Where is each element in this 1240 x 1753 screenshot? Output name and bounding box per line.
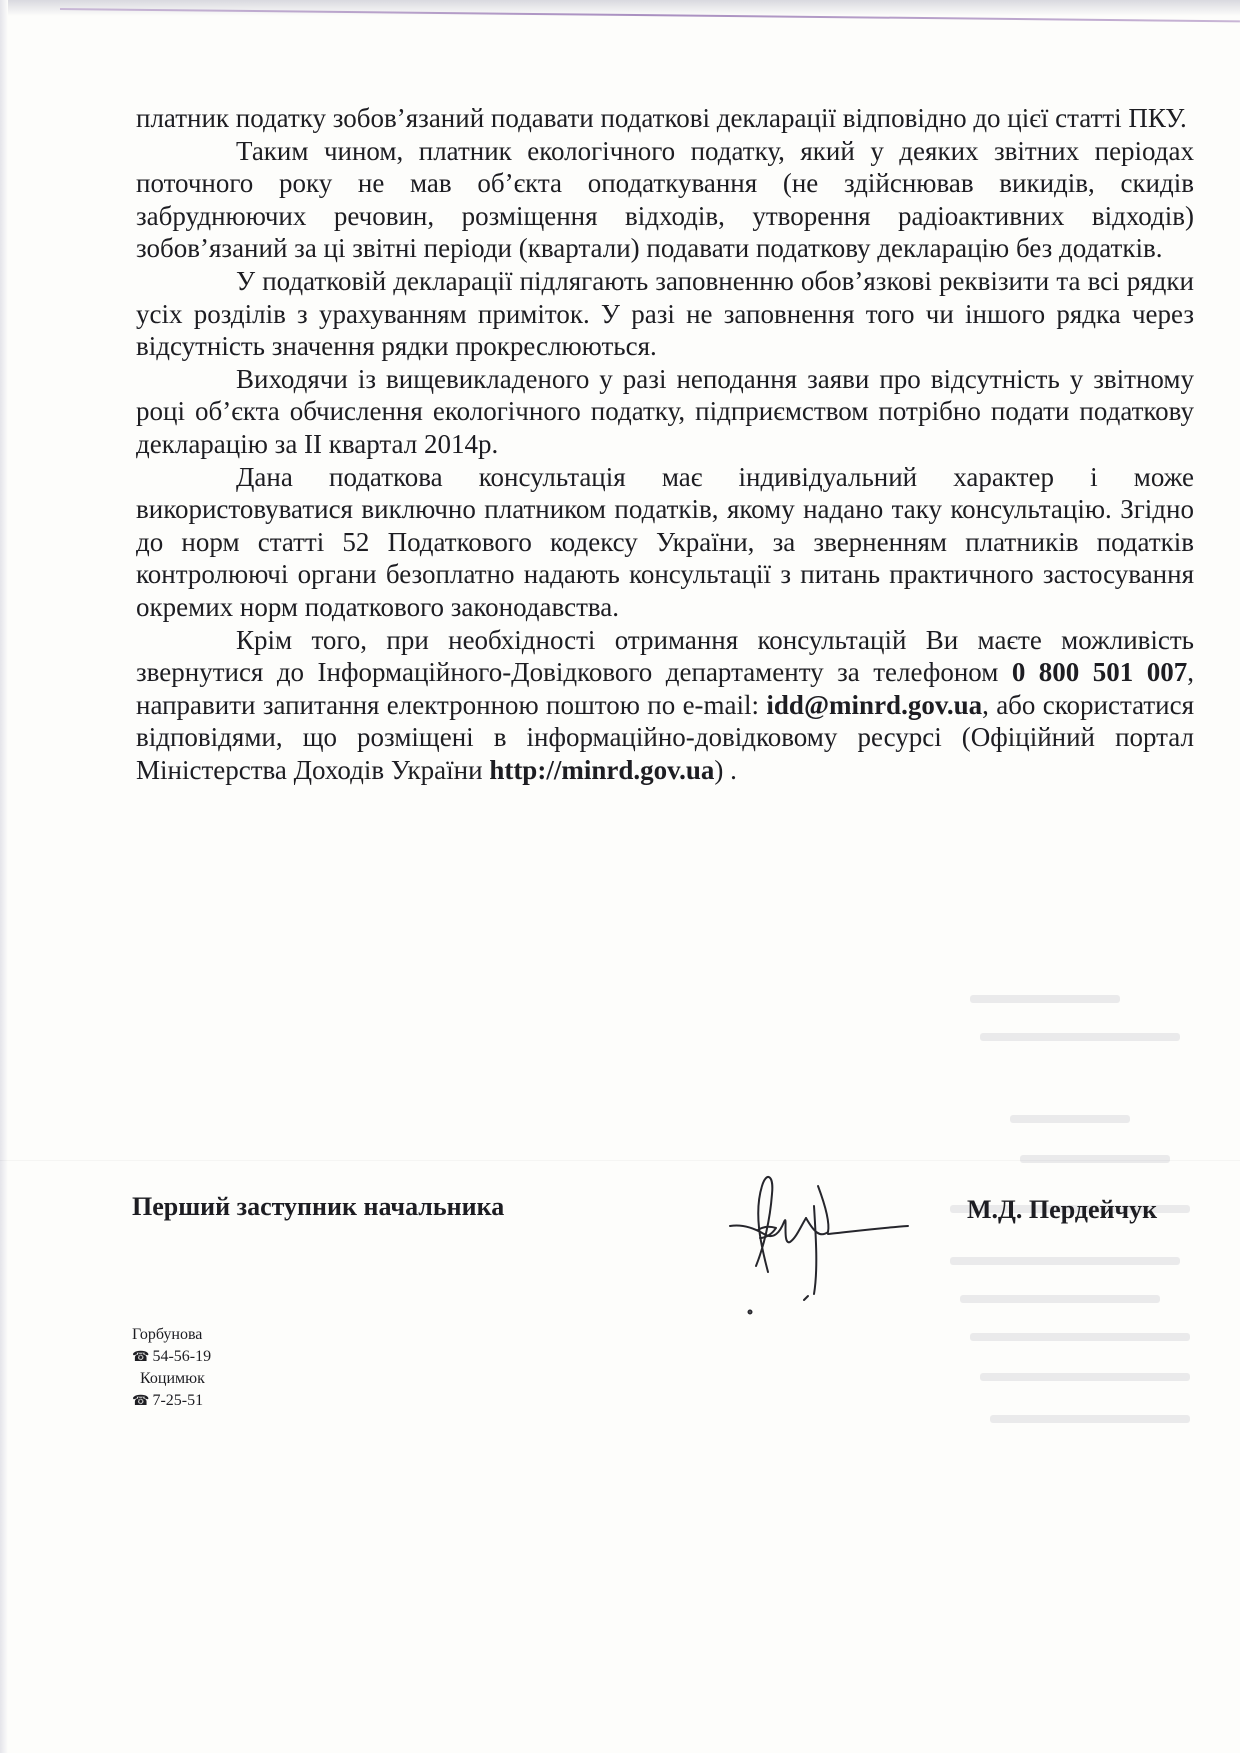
- contact-name: Коцимюк: [140, 1370, 205, 1387]
- paragraph-text: , направити запитання електронною поштою по e-mail:: [136, 657, 1194, 720]
- contact-list: [132, 1324, 232, 1412]
- paragraph-text: Таким чином, платник екологічного податку, який у деяких звітних періодах поточного року не мав об’єкта оподаткування (не здійснював викидів, скидів забруднюючих речовин, розміщення відходів, утворення радіоактивних відходів) зобов’язаний за ці звітні періоди (квартали) подавати податкову декларацію без додатків.: [136, 135, 1194, 264]
- emphasized-text: 0 800 501 007: [1011, 657, 1188, 688]
- contact-phone-number: 7-25-51: [152, 1391, 204, 1409]
- paragraph-text: , або скористатися відповідями, що розміщені в інформаційно-довідковому ресурсі (Офіційний портал Міністерства Доходів України: [136, 689, 1195, 785]
- paragraph-text: Виходячи із вищевикладеного у разі неподання заяви про відсутність у звітному році об’єкта обчислення екологічного податку, підприємством потрібно подати податкову декларацію за ІІ квартал 2014р.: [136, 363, 1194, 459]
- paragraph-text: У податковій декларації підлягають заповненню обов’язкові реквізити та всі рядки усіх розділів з урахуванням приміток. У разі не заповнення того чи іншого рядка через відсутність значення рядки прокреслюються.: [136, 265, 1194, 362]
- contact-phone: [132, 1346, 232, 1369]
- emphasized-text: http://minrd.gov.ua: [489, 754, 715, 785]
- emphasized-text: idd@minrd.gov.ua: [766, 689, 983, 720]
- contact-phone: [132, 1390, 232, 1413]
- signatory-title: Перший заступник начальника: [132, 1192, 505, 1221]
- scan-left-edge: [0, 0, 8, 1753]
- body-paragraph: [136, 135, 1194, 265]
- body-paragraph: [136, 624, 1194, 787]
- paragraph-text: Дана податкова консультація має індивідуальний характер і може використовуватися виключно платником податків, якому надано таку консультацію. Згідно до норм статті 52 Податкового кодексу України, за зверненням платників податків контролюючі органи безоплатно надають консультації з питань практичного застосування окремих норм податкового законодавства.: [136, 461, 1194, 622]
- contact-name: Горбунова: [132, 1326, 203, 1343]
- paragraph-text: платник податку зобов’язаний подавати податкові декларації відповідно до цієї статті ПКУ.: [136, 103, 1187, 133]
- signatory-name: М.Д. Пердейчук: [967, 1195, 1158, 1224]
- paragraph-text: ) .: [714, 754, 737, 785]
- phone-icon: ☎: [132, 1349, 150, 1365]
- body-paragraph: [136, 363, 1194, 461]
- body-paragraph: [136, 265, 1194, 363]
- letter-body: [136, 102, 1194, 786]
- phone-icon: ☎: [132, 1393, 150, 1409]
- body-paragraph: [136, 102, 1194, 135]
- contact-phone-number: 54-56-19: [152, 1347, 212, 1365]
- body-paragraph: [136, 461, 1194, 624]
- bleed-through-text: [950, 995, 1240, 1455]
- paragraph-text: Крім того, при необхідності отримання консультацій Ви маєте можливість звернутися до Інформаційного-Довідкового департаменту за телефоном: [136, 624, 1194, 688]
- handwritten-signature: [718, 1142, 918, 1322]
